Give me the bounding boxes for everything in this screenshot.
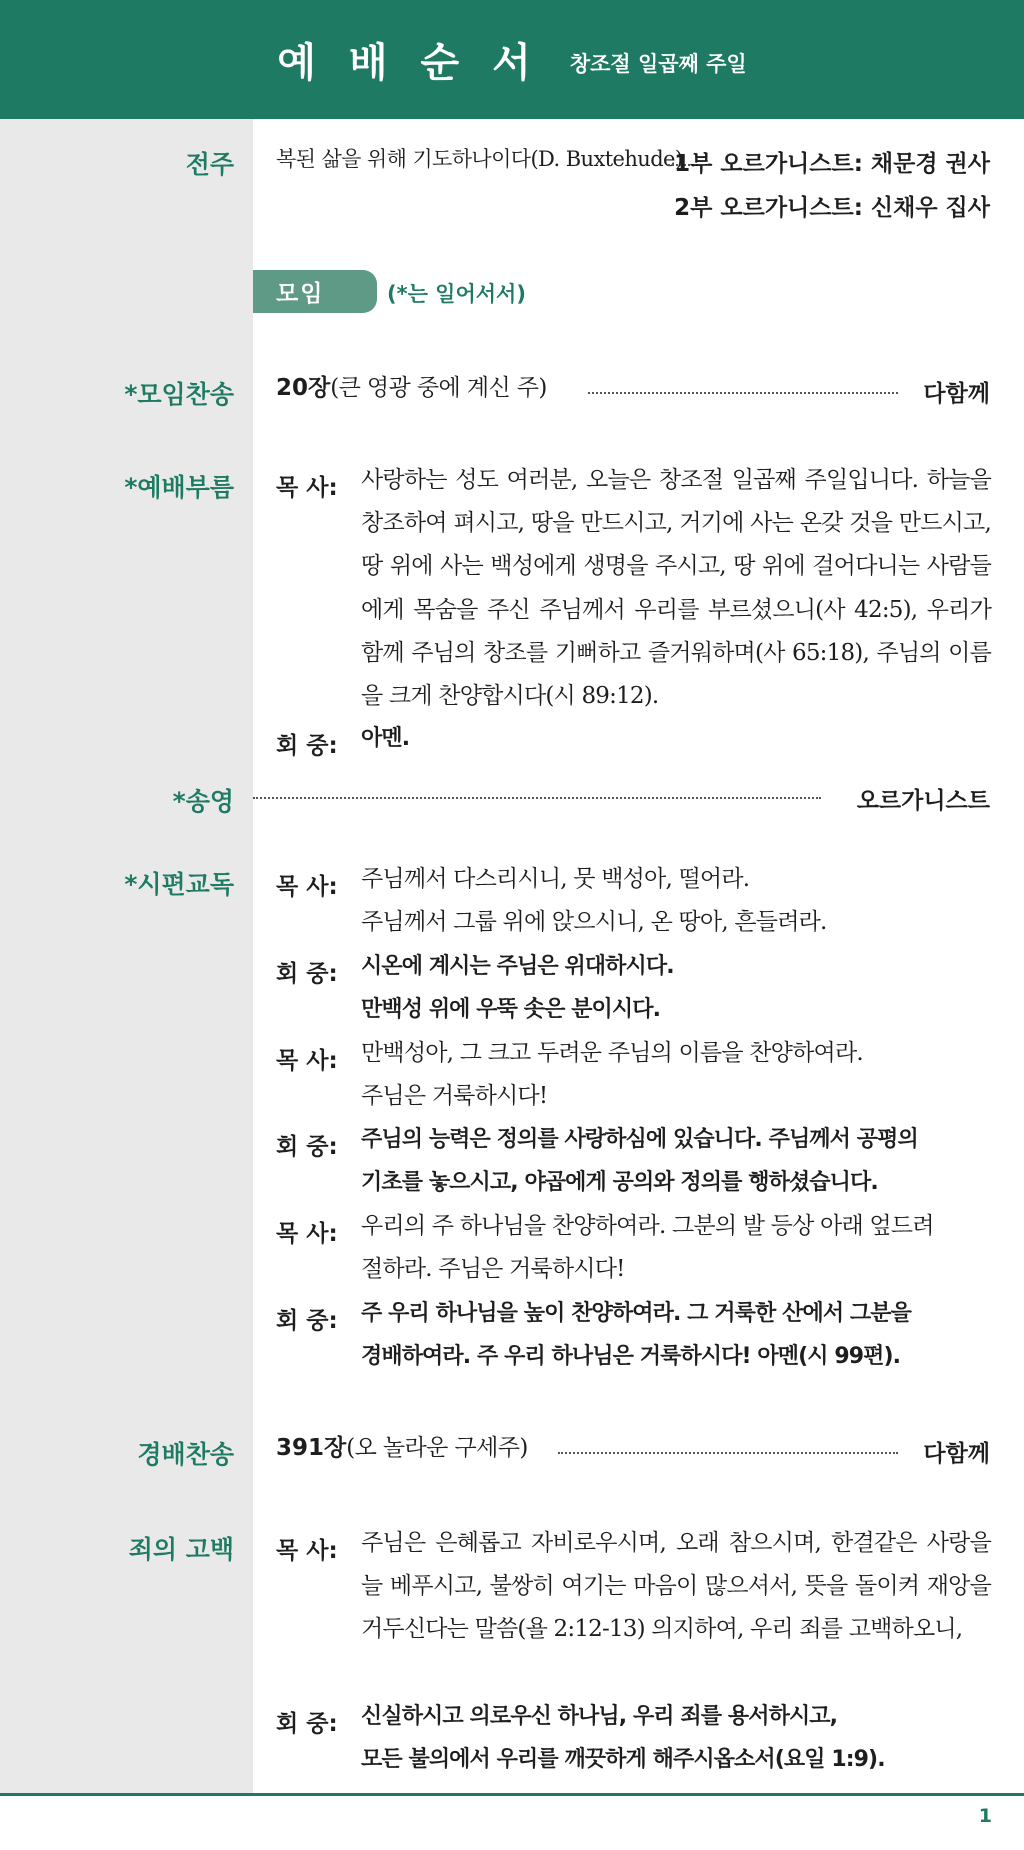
speaker-pastor: 목 사: (276, 475, 338, 501)
speaker-congregation: 회 중: (276, 733, 338, 759)
hymn-performer: 다함께 (923, 381, 990, 407)
confession-response: 신실하시고 의로우신 하나님, 우리 죄를 용서하시고, (361, 1704, 838, 1729)
speaker-pastor: 목 사: (276, 874, 338, 900)
psalter-line: 경배하여라. 주 우리 하나님은 거룩하시다! 아멘(시 99편). (361, 1344, 901, 1369)
footer-rule (0, 1793, 1024, 1796)
psalter-line: 주님께서 그룹 위에 앉으시니, 온 땅아, 흔들려라. (361, 909, 827, 935)
worship-hymn-line (276, 1437, 528, 1460)
psalter-line: 주님은 거룩하시다! (361, 1083, 548, 1109)
psalter-line: 시온에 계시는 주님은 위대하시다. (361, 954, 674, 979)
organist-1: 1부 오르가니스트: 채문경 권사 (674, 151, 990, 177)
dotted-leader (588, 392, 898, 394)
label-prelude: 전주 (185, 150, 234, 179)
section-pill-gathering (253, 270, 377, 313)
gathering-hymn-line (276, 377, 547, 400)
dotted-leader (558, 1452, 898, 1454)
speaker-pastor: 목 사: (276, 1048, 338, 1074)
dotted-leader (253, 797, 821, 799)
psalter-line: 만백성아, 그 크고 두려운 주님의 이름을 찬양하여라. (361, 1040, 863, 1066)
label-confession: 죄의 고백 (128, 1535, 234, 1564)
psalter-line: 기초를 놓으시고, 야곱에게 공의와 정의를 행하셨습니다. (361, 1170, 878, 1195)
doxology-performer: 오르가니스트 (856, 788, 990, 814)
psalter-line: 주 우리 하나님을 높이 찬양하여라. 그 거룩한 산에서 그분을 (361, 1301, 911, 1326)
hymn-number: 20장 (276, 375, 331, 401)
psalter-line: 만백성 위에 우뚝 솟은 분이시다. (361, 997, 661, 1022)
page-title: 예배순서 (277, 40, 564, 86)
hymn-performer: 다함께 (923, 1441, 990, 1467)
hymn-title: (큰 영광 중에 계신 주) (330, 375, 547, 401)
standing-note: (*는 일어서서) (387, 282, 526, 306)
speaker-congregation: 회 중: (276, 961, 338, 987)
page-number: 1 (978, 1805, 992, 1827)
hymn-title: (오 놀라운 구세주) (346, 1435, 528, 1461)
psalter-line: 주님의 능력은 정의를 사랑하심에 있습니다. 주님께서 공평의 (361, 1127, 918, 1152)
confession-response: 모든 불의에서 우리를 깨끗하게 해주시옵소서(요일 1:9). (361, 1747, 885, 1772)
hymn-number: 391장 (276, 1435, 347, 1461)
prelude-piece: 복된 삶을 위해 기도하나이다(D. Buxtehude) (276, 147, 683, 171)
label-psalter: *시편교독 (124, 870, 234, 899)
speaker-congregation: 회 중: (276, 1308, 338, 1334)
speaker-congregation: 회 중: (276, 1134, 338, 1160)
congregation-response: 아멘. (361, 726, 410, 751)
speaker-congregation: 회 중: (276, 1711, 338, 1737)
organist-2: 2부 오르가니스트: 신채우 집사 (674, 195, 990, 221)
psalter-line: 우리의 주 하나님을 찬양하여라. 그분의 발 등상 아래 엎드려 (361, 1213, 934, 1239)
call-to-worship-text: 사랑하는 성도 여러분, 오늘은 창조절 일곱째 주일입니다. 하늘을 창조하여 펴시고, 땅을 만드시고, 거기에 사는 온갖 것을 만드시고, 땅 위에 사는 백성에게 생명을 주시고, 땅 위에 걸어다니는 사람들에게 목숨을 주신 주님께서 우리를 부르셨으니(사 42:5), 우리가 함께 주님의 창조를 기뻐하고 즐거워하며(사 65:18), 주님의 이름을 크게 찬양합시다(시 89:12). (361, 467, 991, 710)
label-worship-hymn: 경배찬송 (137, 1440, 234, 1469)
psalter-line: 주님께서 다스리시니, 뭇 백성아, 떨어라. (361, 866, 750, 892)
section-pill-label: 모임 (276, 281, 325, 307)
label-call-to-worship: *예배부름 (124, 473, 234, 502)
label-doxology: *송영 (172, 787, 234, 816)
speaker-pastor: 목 사: (276, 1538, 338, 1564)
psalter-line: 절하라. 주님은 거룩하시다! (361, 1256, 625, 1282)
speaker-pastor: 목 사: (276, 1221, 338, 1247)
label-gathering-hymn: *모임찬송 (124, 380, 234, 409)
confession-text: 주님은 은혜롭고 자비로우시며, 오래 참으시며, 한결같은 사랑을 늘 베푸시고, 불쌍히 여기는 마음이 많으셔서, 뜻을 돌이켜 재앙을 거두신다는 말씀(욜 2:12-13) 의지하여, 우리 죄를 고백하오니, (361, 1530, 991, 1643)
header-bar (0, 0, 1024, 119)
page-subtitle: 창조절 일곱째 주일 (569, 51, 747, 76)
